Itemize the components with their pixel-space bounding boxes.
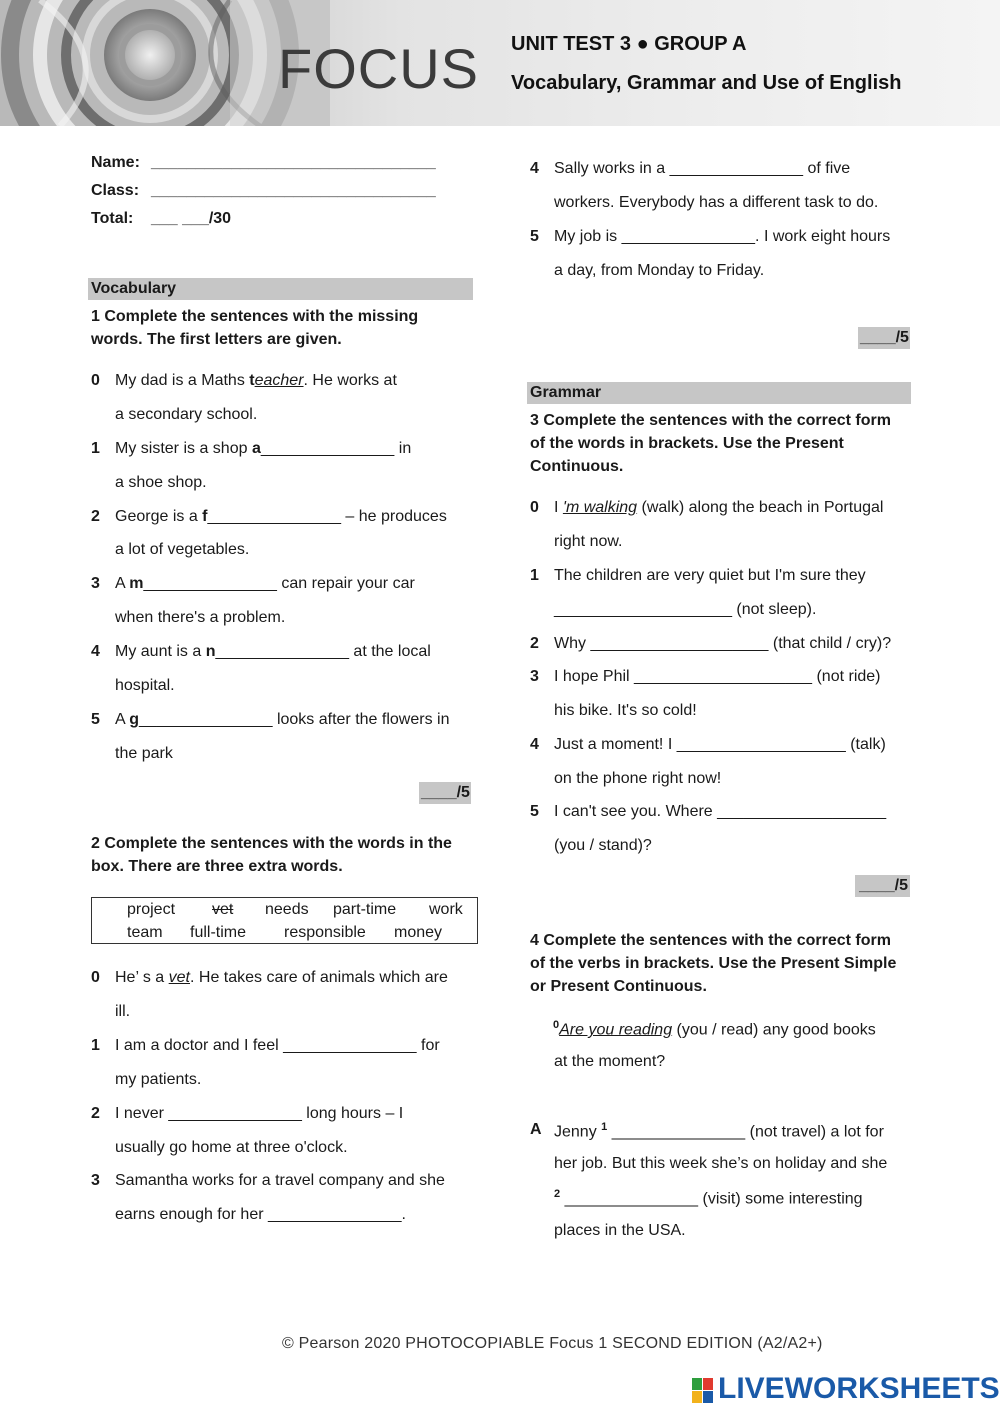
copyright-footer: © Pearson 2020 PHOTOCOPIABLE Focus 1 SECOND EDITION (A2/A2+) — [282, 1335, 823, 1352]
ex3-item-1-line2[interactable]: ____________________ (not sleep). — [554, 601, 817, 618]
word-box-word: money — [394, 924, 443, 941]
ex3-instruction-line3: Continuous. — [530, 458, 624, 475]
ex1-item-3-text: A — [115, 575, 130, 592]
ex1-item-number: 2 — [91, 508, 100, 525]
total-field[interactable]: ___ ___/30 — [151, 210, 232, 227]
liveworksheets-brand[interactable]: LIVEWORKSHEETS — [718, 1372, 1000, 1405]
header-banner — [0, 0, 1000, 126]
ex4-gap-1[interactable]: _______________ (not travel) a lot for — [607, 1123, 884, 1141]
ex4-example-answer: Are you reading — [559, 1021, 673, 1039]
word-box-word: full-time — [190, 924, 247, 941]
ex4-item-a-line1 — [554, 1121, 884, 1141]
word-box-word: responsible — [284, 924, 366, 941]
ex3-item-number: 1 — [530, 567, 539, 584]
ex4-item-a-line3 — [554, 1188, 863, 1208]
word-box-word: work — [429, 901, 463, 918]
ex2-item-number: 5 — [530, 228, 539, 245]
ex1-item-number: 1 — [91, 440, 100, 457]
ex2-item-2[interactable]: I never _______________ long hours – I — [115, 1105, 404, 1122]
ex4-example — [553, 1019, 876, 1039]
ex1-item-0 — [115, 372, 397, 390]
ex1-item-4 — [115, 643, 431, 661]
ex1-item-2-first-letter: f — [202, 508, 208, 525]
ex2-item-1-line2: my patients. — [115, 1071, 202, 1088]
ex1-item-5-line2: the park — [115, 745, 173, 762]
ex1-item-0-first-letter: t — [249, 372, 255, 389]
ex2-item-5[interactable]: My job is _______________. I work eight hours — [554, 228, 891, 245]
ex2-item-3: Samantha works for a travel company and she — [115, 1172, 445, 1189]
ex4-example-text: (you / read) any good books — [672, 1021, 876, 1039]
ex3-item-3[interactable]: I hope Phil ____________________ (not ride) — [554, 668, 881, 685]
unit-subtitle: Vocabulary, Grammar and Use of English — [511, 72, 902, 94]
vocabulary-section-title: Vocabulary — [88, 278, 473, 300]
word-box-word: part-time — [333, 901, 397, 918]
ex2-item-0-line2: ill. — [115, 1003, 131, 1020]
ex2-item-2-line2: usually go home at three o'clock. — [115, 1139, 348, 1156]
ex1-score[interactable]: ____/5 — [419, 782, 471, 804]
ex4-example-number: 0 — [553, 1019, 560, 1031]
ex1-item-number: 4 — [91, 643, 100, 660]
ex1-item-4-text: My aunt is a — [115, 643, 206, 660]
ex1-item-1-text: My sister is a shop — [115, 440, 252, 457]
ex2-item-4[interactable]: Sally works in a _______________ of five — [554, 160, 851, 177]
ex1-item-1-blank[interactable]: _______________ — [260, 440, 395, 457]
ex1-item-2-text-end: – he produces — [340, 508, 447, 525]
ex1-item-3-blank[interactable]: _______________ — [143, 575, 277, 592]
ex2-item-4-line2: workers. Everybody has a different task to do. — [554, 194, 879, 211]
ex1-item-3-first-letter: m — [129, 575, 144, 592]
word-box-word-crossed: vet — [212, 901, 234, 918]
ex3-item-4[interactable]: Just a moment! I ___________________ (talk) — [554, 736, 886, 753]
ex1-item-2 — [115, 508, 447, 526]
ex3-score[interactable]: ____/5 — [855, 875, 910, 897]
ex3-item-0-text-end: (walk) along the beach in Portugal — [637, 499, 884, 516]
ex1-item-1-first-letter: a — [251, 440, 261, 457]
ex3-item-number: 5 — [530, 803, 539, 820]
ex2-instruction-line2: box. There are three extra words. — [91, 858, 343, 875]
ex2-item-0-answer: vet — [168, 969, 190, 986]
ex3-item-0-text: I — [554, 499, 563, 516]
ex1-item-4-blank[interactable]: _______________ — [215, 643, 349, 660]
ex2-item-1[interactable]: I am a doctor and I feel _______________ for — [115, 1037, 440, 1054]
name-label: Name: — [91, 154, 140, 171]
ex4-gap-2-number: 2 — [554, 1188, 561, 1200]
total-label: Total: — [91, 210, 134, 227]
word-box-word: team — [127, 924, 163, 941]
ex1-item-0-answer: eacher — [254, 372, 304, 389]
ex3-item-number: 2 — [530, 635, 539, 652]
ex1-item-4-first-letter: n — [205, 643, 216, 660]
word-box — [91, 897, 478, 944]
ex4-item-a-text: Jenny — [554, 1123, 602, 1141]
ex4-example-line2: at the moment? — [554, 1053, 666, 1070]
ex2-item-0-text-end: . He takes care of animals which are — [190, 969, 448, 986]
ex2-item-number: 4 — [530, 160, 539, 177]
ex1-item-1-text-end: in — [394, 440, 412, 457]
ex2-item-number: 2 — [91, 1105, 100, 1122]
ex1-item-3-text-end: can repair your car — [276, 575, 415, 592]
ex1-item-number: 3 — [91, 575, 100, 592]
ex2-item-number: 3 — [91, 1172, 100, 1189]
ex2-score[interactable]: ____/5 — [858, 327, 910, 349]
ex4-gap-2[interactable]: _______________ (visit) some interesting — [560, 1190, 863, 1208]
ex4-instruction-line3: or Present Continuous. — [530, 978, 707, 995]
ex1-item-2-text: George is a — [115, 508, 203, 525]
ex4-instruction-line1: 4 Complete the sentences with the correct form — [530, 932, 891, 949]
ex3-item-number: 0 — [530, 499, 539, 516]
ex3-item-number: 3 — [530, 668, 539, 685]
ex2-item-0 — [115, 969, 448, 987]
ex1-instruction-line1: 1 Complete the sentences with the missing — [91, 308, 419, 325]
focus-logo: FOCUS — [278, 37, 479, 100]
ex2-item-3-line2[interactable]: earns enough for her _______________. — [115, 1206, 406, 1223]
ex3-item-0 — [554, 499, 883, 517]
ex1-item-5-text: A — [115, 711, 130, 728]
word-box-word: project — [127, 901, 176, 918]
ex2-item-0-text: He’ s a — [115, 969, 169, 986]
ex1-item-number: 5 — [91, 711, 100, 728]
ex1-item-5-blank[interactable]: _______________ — [139, 711, 273, 728]
ex1-item-1 — [115, 440, 411, 458]
ex3-item-4-line2: on the phone right now! — [554, 770, 722, 787]
ex1-item-3-line2: when there's a problem. — [115, 609, 286, 626]
grammar-section-title: Grammar — [527, 382, 911, 404]
ex1-instruction-line2: words. The first letters are given. — [91, 331, 342, 348]
ex4-item-a-line2: her job. But this week she’s on holiday and she — [554, 1155, 888, 1172]
ex1-item-5 — [115, 711, 449, 729]
ex3-instruction-line1: 3 Complete the sentences with the correct form — [530, 412, 891, 429]
ex1-item-4-line2: hospital. — [115, 677, 175, 694]
ex3-item-5-line2: (you / stand)? — [554, 837, 652, 854]
ex3-item-0-answer: 'm walking — [562, 499, 638, 516]
liveworksheets-logo-icon — [692, 1378, 714, 1404]
ex3-item-2[interactable]: Why ____________________ (that child / cry)? — [554, 635, 892, 652]
ex2-instruction-line1: 2 Complete the sentences with the words in the — [91, 835, 452, 852]
ex4-instruction-line2: of the verbs in brackets. Use the Present Simple — [530, 955, 897, 972]
ex1-item-2-line2: a lot of vegetables. — [115, 541, 250, 558]
ex1-item-5-first-letter: g — [129, 711, 140, 728]
class-label: Class: — [91, 182, 140, 199]
ex4-item-a-line4: places in the USA. — [554, 1222, 686, 1239]
ex1-item-4-text-end: at the local — [348, 643, 431, 660]
word-box-word: needs — [265, 901, 309, 918]
ex1-item-0-line2: a secondary school. — [115, 406, 258, 423]
ex3-item-1: The children are very quiet but I'm sure they — [554, 567, 866, 584]
ex3-item-0-line2: right now. — [554, 533, 623, 550]
ex3-item-3-line2: his bike. It's so cold! — [554, 702, 697, 719]
ex2-item-number: 0 — [91, 969, 100, 986]
ex3-item-5[interactable]: I can't see you. Where ___________________ — [554, 803, 887, 820]
ex2-item-5-line2: a day, from Monday to Friday. — [554, 262, 765, 279]
ex1-item-3 — [115, 575, 415, 593]
ex3-instruction-line2: of the words in brackets. Use the Present — [530, 435, 844, 452]
ex3-item-number: 4 — [530, 736, 539, 753]
class-field[interactable]: ________________________________ — [151, 182, 436, 199]
ex1-item-5-text-end: looks after the flowers in — [272, 711, 450, 728]
unit-title: UNIT TEST 3 ● GROUP A — [511, 33, 747, 55]
ex1-item-1-line2: a shoe shop. — [115, 474, 207, 491]
ex4-gap-1-number: 1 — [601, 1121, 608, 1133]
ex1-item-0-text-end: . He works at — [303, 372, 397, 389]
name-field[interactable]: ________________________________ — [151, 154, 436, 171]
ex2-item-number: 1 — [91, 1037, 100, 1054]
ex1-item-number: 0 — [91, 372, 100, 389]
ex1-item-0-text: My dad is a Maths — [115, 372, 250, 389]
ex4-item-a-label: A — [530, 1121, 542, 1138]
ex1-item-2-blank[interactable]: _______________ — [207, 508, 341, 525]
